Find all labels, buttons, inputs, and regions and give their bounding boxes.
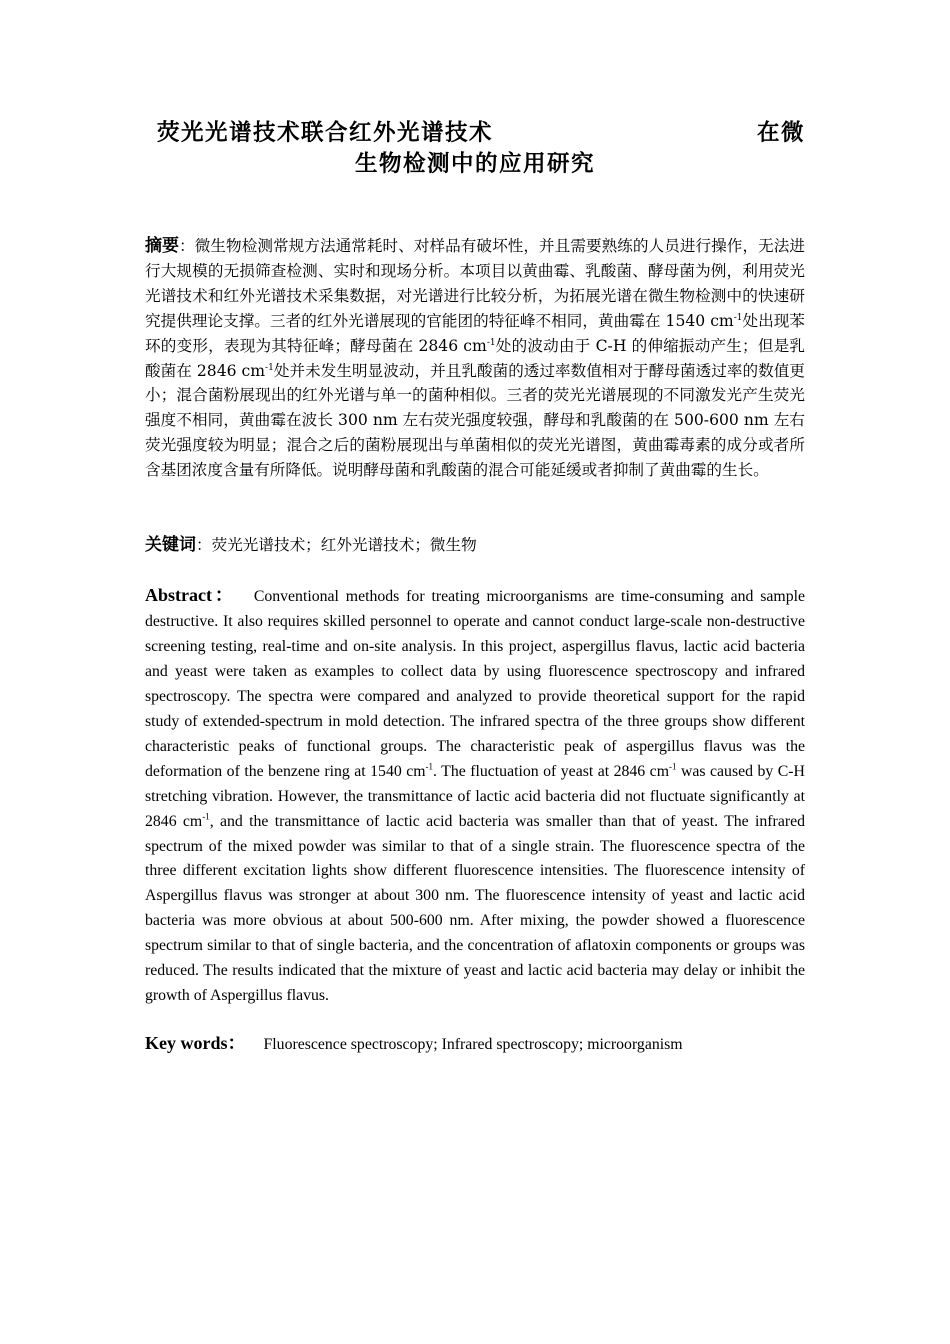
chinese-abstract-text-4: 处并未发生明显波动，并且乳酸菌的透过率数值相对于酵母菌透过率的数值更小；混合菌粉展现出的红外光谱与单一的菌种相似。三者的荧光光谱展现的不同激发光产生荧光强度不相同，黄曲霉在波长 300 nm 左右荧光强度较强，酵母和乳酸菌的在 500-600 nm 左右荧光强度较为明显；混合之后的菌粉展现出与单菌相似的荧光光谱图，黄曲霉毒素的成分或者所含基团浓度含量有所降低。说明酵母菌和乳酸菌的混合可能延缓或者抑制了黄曲霉的生长。 bbox=[145, 361, 805, 480]
chinese-keywords-heading: 关键词 bbox=[145, 535, 196, 555]
english-abstract bbox=[145, 583, 805, 1009]
english-keywords-heading: Key words： bbox=[145, 1033, 246, 1053]
english-abstract-text-1: Conventional methods for treating microorganisms are time-consuming and sample destructive. It also requires skilled personnel to operate and cannot conduct large-scale non-destructive screening testing, real-time and on-site analysis. In this project, aspergillus flavus, lactic acid bacteria and yeast were taken as examples to collect data by using fluorescence spectroscopy and infrared spectroscopy. The spectra were compared and analyzed to provide theoretical support for the rapid study of extended-spectrum in mold detection. The infrared spectra of the three groups show different characteristic peaks of functional groups. The characteristic peak of aspergillus flavus was the deformation of the benzene ring at 1540 cm bbox=[145, 588, 805, 780]
chinese-abstract-heading: 摘要 bbox=[145, 236, 180, 256]
chinese-keywords-text: 荧光光谱技术；红外光谱技术；微生物 bbox=[211, 536, 477, 554]
title-line-1-main: 荧光光谱技术联合红外光谱技术 bbox=[157, 120, 494, 146]
english-abstract-text-3: was caused by C-H stretching vibration. However, the transmittance of lactic acid bacteria did not fluctuate significantly at 2846 cm bbox=[145, 762, 805, 830]
english-abstract-text-2: . The fluctuation of yeast at 2846 cm bbox=[433, 762, 669, 780]
chinese-keywords bbox=[145, 533, 805, 558]
paper-title bbox=[145, 118, 805, 180]
english-keywords-text: Fluorescence spectroscopy; Infrared spectroscopy; microorganism bbox=[263, 1036, 683, 1053]
chinese-abstract-text-2: 处出现苯环的变形，表现为其特征峰；酵母菌在 2846 cm bbox=[145, 311, 805, 355]
superscript: -1 bbox=[202, 811, 210, 822]
title-line-2: 生物检测中的应用研究 bbox=[354, 151, 595, 177]
title-line-1 bbox=[145, 118, 805, 149]
chinese-abstract bbox=[145, 234, 805, 483]
superscript: -1 bbox=[486, 337, 496, 348]
chinese-abstract-colon: ： bbox=[179, 237, 195, 255]
english-abstract-text-4: , and the transmittance of lactic acid bacteria was smaller than that of yeast. The infrared spectrum of the mixed powder was similar to that of a single strain. The fluorescence spectra of the three different excitation lights show different fluorescence intensities. The fluorescence intensity of Aspergillus flavus was stronger at about 300 nm. The fluorescence intensity of yeast and lactic acid bacteria was more obvious at about 500-600 nm. After mixing, the powder showed a fluorescence spectrum similar to that of single bacteria, and the concentration of aflatoxin components or groups was reduced. The results indicated that the mixture of yeast and lactic acid bacteria may delay or inhibit the growth of Aspergillus flavus. bbox=[145, 812, 806, 1005]
superscript: -1 bbox=[265, 362, 274, 373]
chinese-keywords-colon: ： bbox=[196, 536, 212, 554]
chinese-abstract-text-3: 处的波动由于 C-H 的伸缩振动产生；但是乳酸菌在 2846 cm bbox=[145, 336, 805, 380]
english-keywords bbox=[145, 1031, 805, 1058]
superscript: -1 bbox=[668, 761, 677, 772]
superscript: -1 bbox=[425, 761, 434, 772]
chinese-abstract-text-1: 微生物检测常规方法通常耗时、对样品有破坏性，并且需要熟练的人员进行操作，无法进行大规模的无损筛查检测、实时和现场分析。本项目以黄曲霉、乳酸菌、酵母菌为例，利用荧光光谱技术和红外光谱技术采集数据，对光谱进行比较分析，为拓展光谱在微生物检测中的快速研究提供理论支撑。三者的红外光谱展现的官能团的特征峰不相同，黄曲霉在 1540 cm bbox=[145, 237, 805, 330]
title-line-1-tail: 在微 bbox=[756, 120, 805, 146]
superscript: -1 bbox=[733, 312, 743, 323]
english-abstract-heading: Abstract： bbox=[145, 585, 236, 605]
